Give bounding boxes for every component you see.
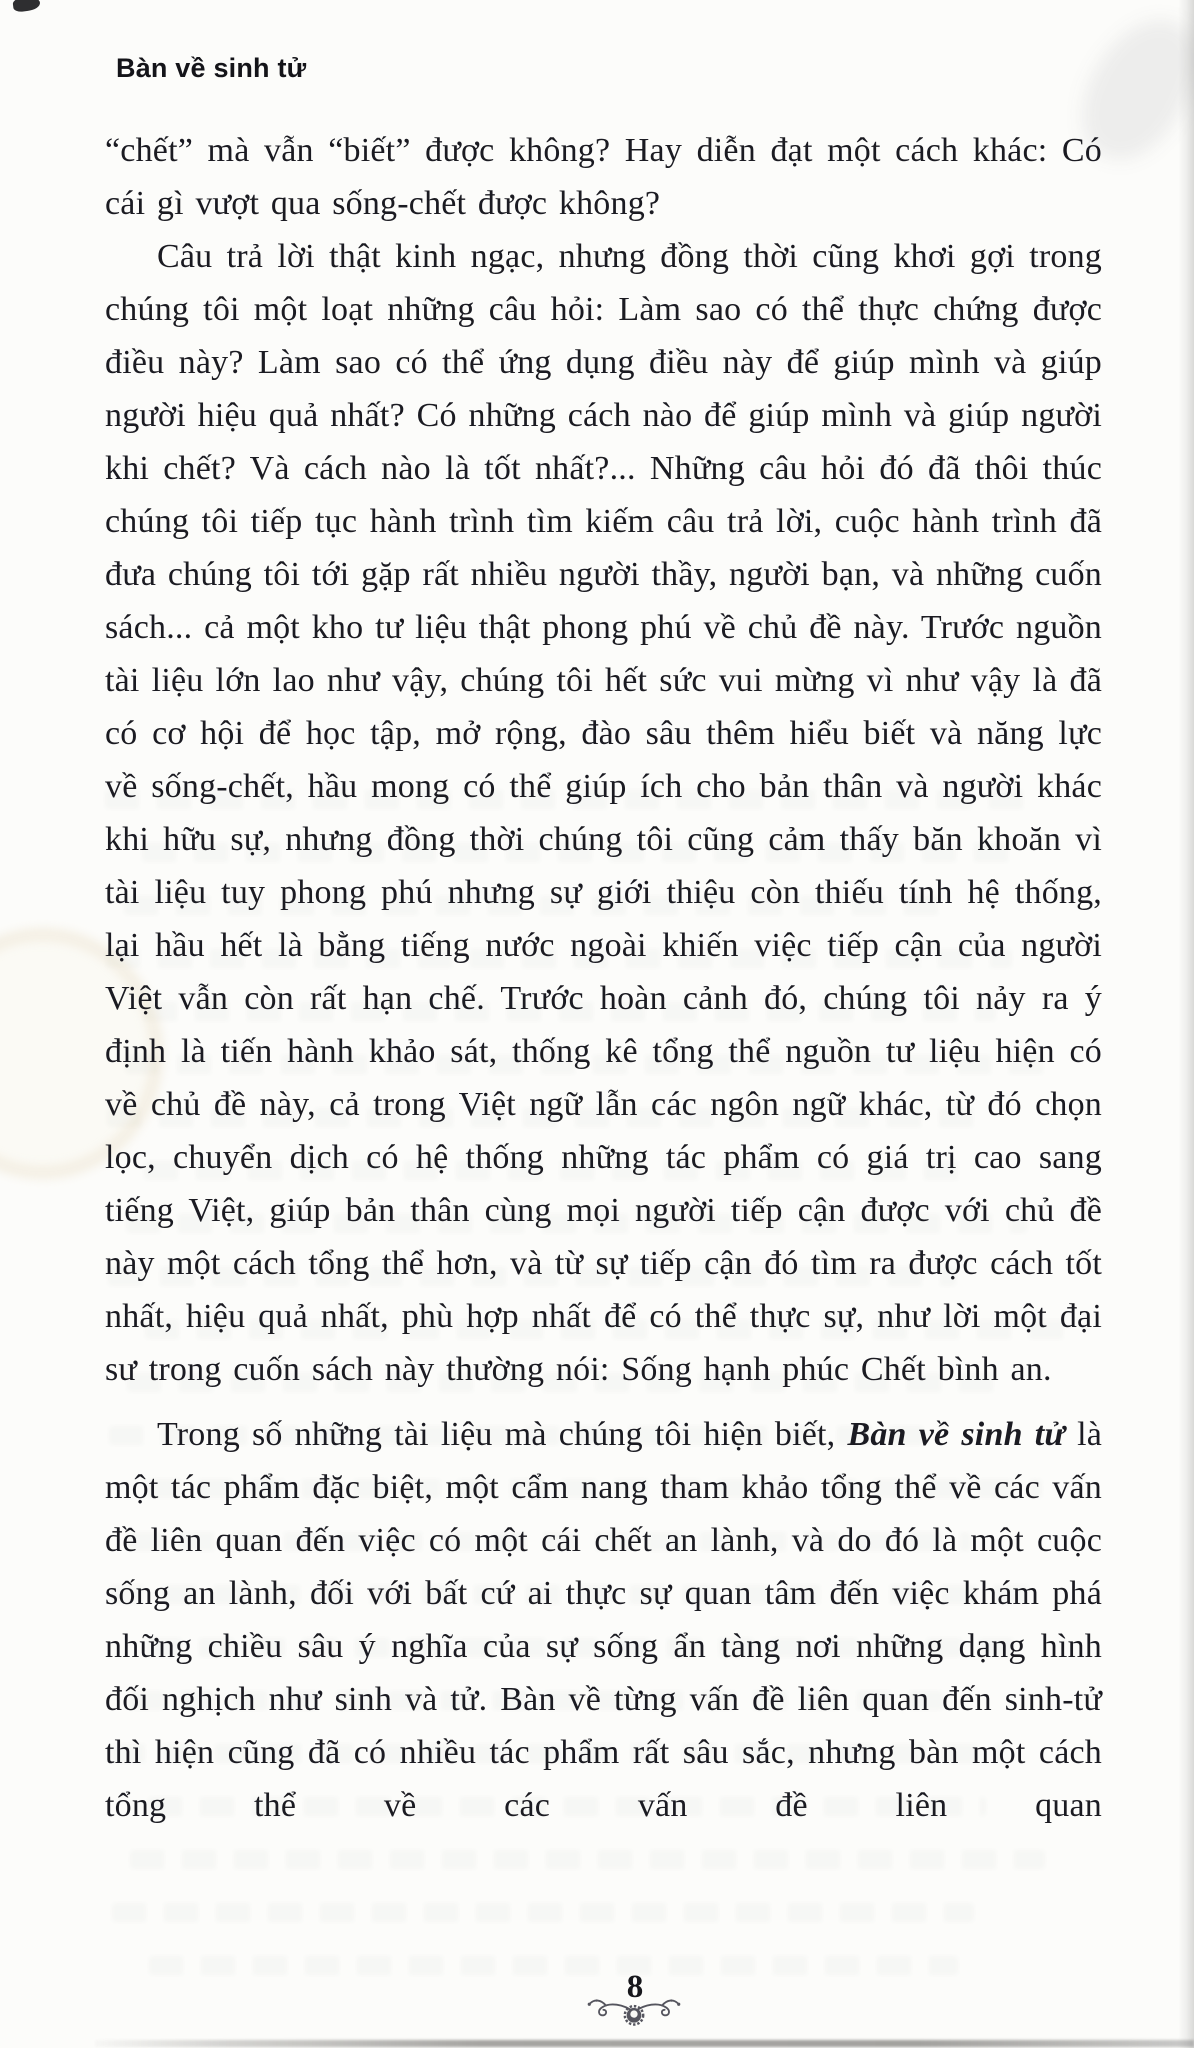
ghost-line xyxy=(130,1850,1045,1869)
book-title-emphasis: Bàn về sinh tử xyxy=(847,1416,1065,1453)
text-run: Câu trả lời thật kinh ngạc, nhưng đồng thời cũng khơi gợi trong chúng tôi một loạt những câu hỏi: Làm sao có thể thực chứng được điều này? Làm sao có thể ứng dụng điều này để giúp mình và giúp người hiệu quả nhất? Có những cách nào để giúp mình và giúp người khi chết? Và cách nào là tốt nhất?... Những câu hỏi đó đã thôi thúc chúng tôi tiếp tục hành trình tìm kiếm câu trả lời, cuộc hành trình đã đưa chúng tôi tới gặp rất nhiều người thầy, người bạn, và những cuốn sách... cả một kho tư liệu thật phong phú về chủ đề này. Trước nguồn tài liệu lớn lao như vậy, chúng tôi hết sức vui mừng vì như vậy là đã có cơ hội để học tập, mở rộng, đào sâu thêm hiểu biết và năng lực về sống-chết, hầu mong có thể giúp ích cho bản thân và người khác khi hữu sự, nhưng đồng thời chúng tôi cũng cảm thấy băn khoăn vì tài liệu tuy phong phú nhưng sự giới thiệu còn thiếu tính hệ thống, lại hầu hết là bằng tiếng nước ngoài khiến việc tiếp cận của người Việt vẫn còn rất hạn chế. Trước hoàn cảnh đó, chúng tôi nảy ra ý định là tiến hành khảo sát, thống kê tổng thể nguồn tư liệu hiện có về chủ đề này, cả trong Việt ngữ lẫn các ngôn ngữ khác, từ đó chọn lọc, chuyển dịch có hệ thống những tác phẩm có giá trị cao sang tiếng Việt, giúp bản thân cùng mọi người tiếp cận được với chủ đề này một cách tổng thể hơn, và từ sự tiếp cận đó tìm ra được cách tốt nhất, hiệu quả nhất, phù hợp nhất để có thể thực sự, như lời một đại sư trong cuốn sách này thường nói: Sống hạnh phúc Chết bình an. xyxy=(105,238,1102,1388)
text-run: là một tác phẩm đặc biệt, một cẩm nang tham khảo tổng thể về các vấn đề liên quan đến việc có một cái chết an lành, và do đó là một cuộc sống an lành, đối với bất cứ ai thực sự quan tâm đến việc khám phá những chiều sâu ý nghĩa của sự sống ẩn tàng nơi những dạng hình đối nghịch như sinh và tử. Bàn về từng vấn đề liên quan đến sinh-tử thì hiện cũng đã có nhiều tác phẩm rất sâu sắc, nhưng bàn một cách tổng thể về các vấn đề liên quan xyxy=(105,1416,1102,1824)
paragraph xyxy=(105,230,1102,1396)
scan-bottom-edge xyxy=(95,2040,1194,2047)
ghost-line xyxy=(112,1903,974,1922)
body-text xyxy=(105,124,1102,1832)
page-right-edge xyxy=(1178,0,1194,2048)
paragraph xyxy=(105,1408,1102,1832)
page-number: 8 xyxy=(626,1969,644,2005)
paragraph xyxy=(105,124,1102,230)
text-run: “chết” mà vẫn “biết” được không? Hay diễn đạt một cách khác: Có cái gì vượt qua sống-chết được không? xyxy=(105,132,1102,222)
running-header: Bàn về sinh tử xyxy=(116,53,307,83)
ghost-line xyxy=(149,1956,958,1975)
page-footer xyxy=(558,1970,710,2027)
scan-artifact-top-left xyxy=(12,0,41,13)
text-run: Trong số những tài liệu mà chúng tôi hiện biết, xyxy=(157,1416,848,1453)
